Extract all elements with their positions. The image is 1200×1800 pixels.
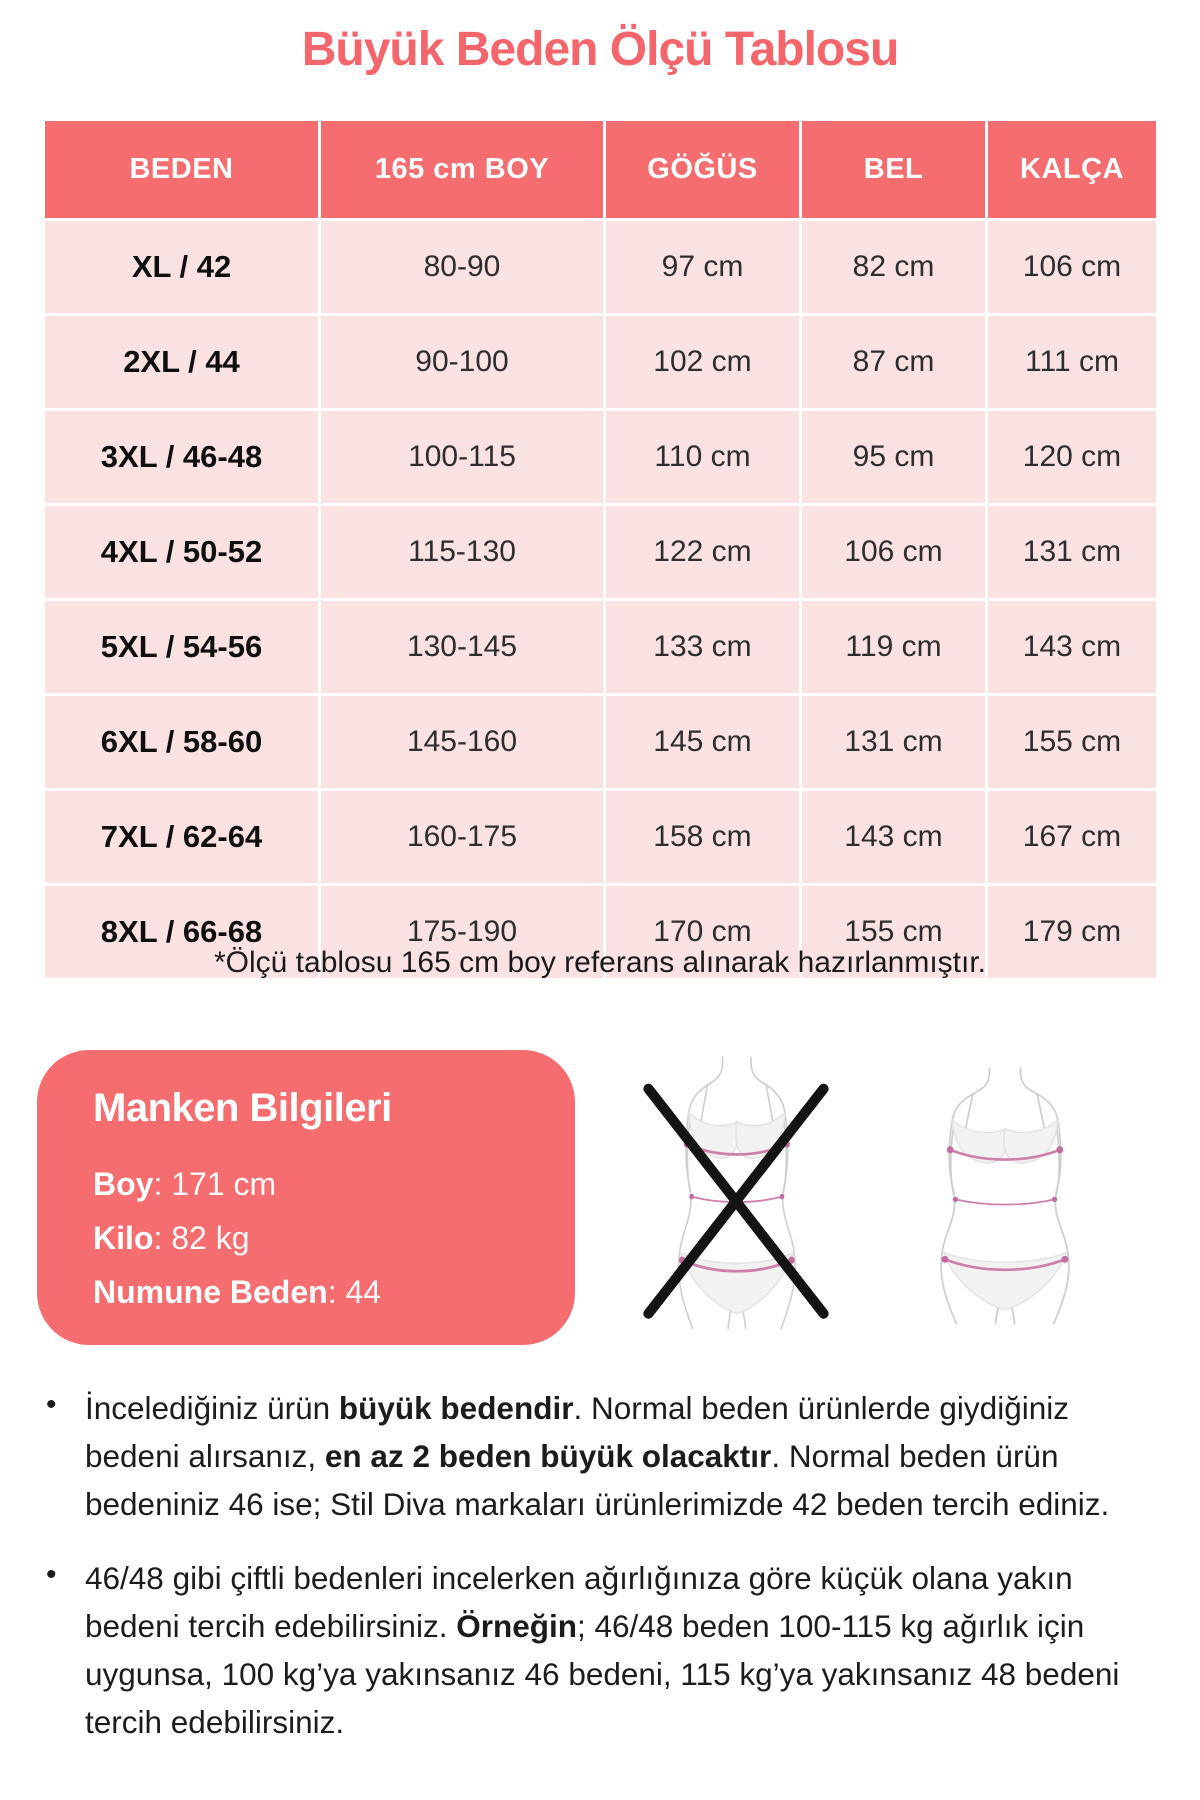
model-info-value: : 44 xyxy=(327,1274,382,1310)
size-cell: 6XL / 58-60 xyxy=(44,695,320,790)
measure-cell: 131 cm xyxy=(801,695,987,790)
model-info-row xyxy=(93,1211,535,1265)
measure-cell: 167 cm xyxy=(987,790,1158,885)
measure-cell: 87 cm xyxy=(801,315,987,410)
bullet-text-bold: Örneğin xyxy=(456,1608,577,1644)
table-body xyxy=(44,220,1158,980)
table-row xyxy=(44,220,1158,315)
info-bullets xyxy=(46,1384,1168,1746)
table-row xyxy=(44,695,1158,790)
column-header: BEL xyxy=(801,120,987,220)
measure-cell: 130-145 xyxy=(320,600,605,695)
measure-cell: 95 cm xyxy=(801,410,987,505)
model-info-row xyxy=(93,1157,535,1211)
body-measurement-figure-icon xyxy=(905,1060,1105,1330)
bullet-text: . Normal beden ürün bedeniniz 46 ise; Stil Diva markaları ürünlerimizde 42 beden tercih ediniz. xyxy=(85,1438,1110,1522)
measure-cell: 158 cm xyxy=(605,790,801,885)
measure-cell: 175-190 xyxy=(320,885,605,980)
measure-cell: 102 cm xyxy=(605,315,801,410)
page-title: Büyük Beden Ölçü Tablosu xyxy=(301,23,899,76)
bullet-text: 46/48 gibi çiftli bedenleri incelerken ağırlığınıza göre küçük olana yakın bedeni tercih edebilirsiniz. xyxy=(85,1560,1073,1644)
figure-illustrations xyxy=(630,1052,1105,1337)
table-row xyxy=(44,790,1158,885)
measure-cell: 145-160 xyxy=(320,695,605,790)
table-header-row xyxy=(44,120,1158,220)
size-cell: 4XL / 50-52 xyxy=(44,505,320,600)
measure-cell: 111 cm xyxy=(987,315,1158,410)
measure-cell: 106 cm xyxy=(801,505,987,600)
footnote-text: *Ölçü tablosu 165 cm boy referans alınarak hazırlanmıştır. xyxy=(213,946,987,979)
bullet-text-bold: büyük bedendir xyxy=(338,1390,574,1426)
size-cell: 3XL / 46-48 xyxy=(44,410,320,505)
measure-cell: 143 cm xyxy=(801,790,987,885)
measure-cell: 106 cm xyxy=(987,220,1158,315)
bullet-marker: • xyxy=(46,1558,57,1591)
model-info-value: : 171 cm xyxy=(153,1166,277,1202)
measure-cell: 100-115 xyxy=(320,410,605,505)
measure-cell: 120 cm xyxy=(987,410,1158,505)
measure-cell: 133 cm xyxy=(605,600,801,695)
model-info-value: : 82 kg xyxy=(153,1220,250,1256)
table-row xyxy=(44,315,1158,410)
bullet-text: ; 46/48 beden 100-115 kg ağırlık için uygunsa, 100 kg’ya yakınsanız 46 bedeni, 115 kg’ya yakınsanız 48 bedeni tercih edebilirsiniz. xyxy=(85,1608,1120,1740)
model-info-title: Manken Bilgileri xyxy=(93,1086,392,1130)
size-cell: 2XL / 44 xyxy=(44,315,320,410)
table-row xyxy=(44,505,1158,600)
measure-cell: 82 cm xyxy=(801,220,987,315)
crossed-out-body-figure-icon xyxy=(630,1052,842,1332)
size-cell: 7XL / 62-64 xyxy=(44,790,320,885)
measure-cell: 115-130 xyxy=(320,505,605,600)
measure-cell: 119 cm xyxy=(801,600,987,695)
column-header: KALÇA xyxy=(987,120,1158,220)
model-info-row xyxy=(93,1265,535,1319)
size-table xyxy=(42,118,1159,981)
measure-cell: 122 cm xyxy=(605,505,801,600)
table-row xyxy=(44,600,1158,695)
model-info-card xyxy=(37,1050,575,1345)
table-row xyxy=(44,410,1158,505)
size-cell: 8XL / 66-68 xyxy=(44,885,320,980)
measure-cell: 179 cm xyxy=(987,885,1158,980)
measure-cell: 145 cm xyxy=(605,695,801,790)
measure-cell: 80-90 xyxy=(320,220,605,315)
model-info-label: Kilo xyxy=(93,1220,154,1256)
measure-cell: 131 cm xyxy=(987,505,1158,600)
column-header: GÖĞÜS xyxy=(605,120,801,220)
measure-cell: 90-100 xyxy=(320,315,605,410)
column-header: BEDEN xyxy=(44,120,320,220)
measure-cell: 155 cm xyxy=(987,695,1158,790)
measure-cell: 170 cm xyxy=(605,885,801,980)
size-cell: XL / 42 xyxy=(44,220,320,315)
bullet-marker: • xyxy=(46,1388,57,1421)
model-info-label: Boy xyxy=(93,1166,154,1202)
info-bullet xyxy=(46,1384,1168,1528)
measure-cell: 160-175 xyxy=(320,790,605,885)
model-info-rows xyxy=(93,1157,535,1319)
info-bullet xyxy=(46,1554,1168,1746)
measure-cell: 110 cm xyxy=(605,410,801,505)
measure-cell: 155 cm xyxy=(801,885,987,980)
bullet-text: İncelediğiniz ürün xyxy=(85,1390,339,1426)
column-header: 165 cm BOY xyxy=(320,120,605,220)
bullet-text: . Normal beden ürünlerde giydiğiniz bedeni alırsanız, xyxy=(85,1390,1069,1474)
model-info-label: Numune Beden xyxy=(93,1274,328,1310)
measure-cell: 143 cm xyxy=(987,600,1158,695)
size-cell: 5XL / 54-56 xyxy=(44,600,320,695)
bullet-text-bold: en az 2 beden büyük olacaktır xyxy=(324,1438,772,1474)
measure-cell: 97 cm xyxy=(605,220,801,315)
